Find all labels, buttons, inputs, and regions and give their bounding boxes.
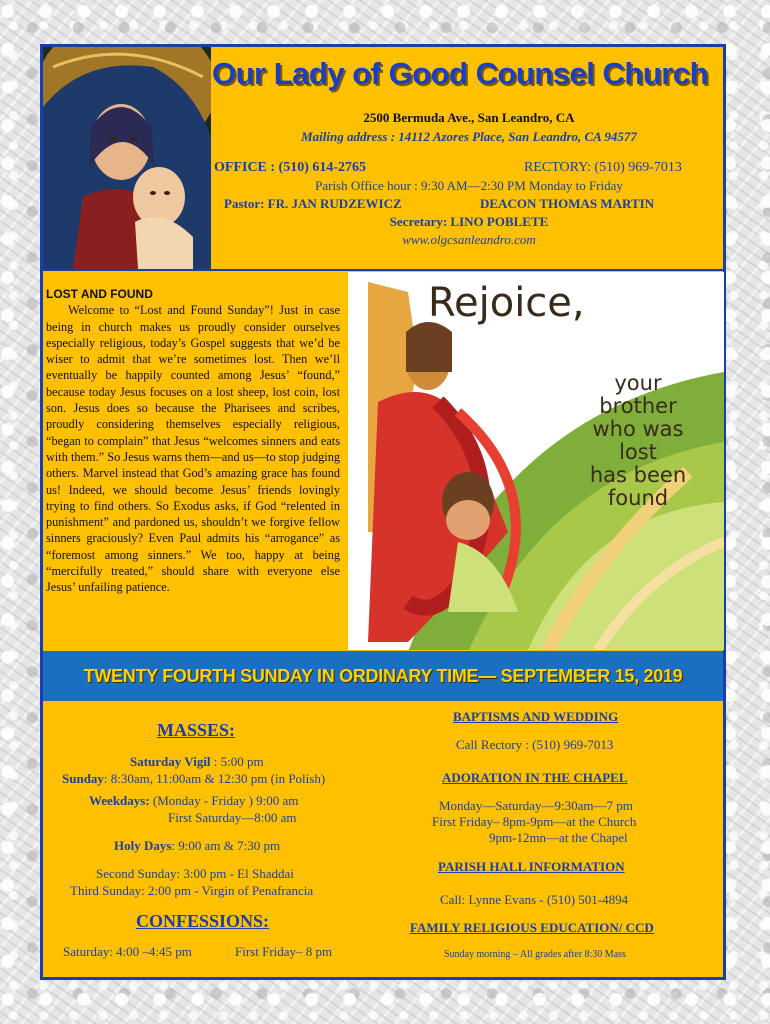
article-heading: LOST AND FOUND [46, 287, 153, 301]
parish-hall-heading: PARISH HALL INFORMATION [438, 859, 625, 874]
religious-education-heading: FAMILY RELIGIOUS EDUCATION/ CCD [410, 920, 654, 935]
adoration-heading: ADORATION IN THE CHAPEL [442, 770, 628, 785]
sunday-line [62, 771, 325, 787]
holy-time: : 9:00 am & 7:30 pm [171, 838, 281, 853]
verse-line: found [607, 486, 669, 510]
mailing-address: Mailing address : 14112 Azores Place, San Leandro, CA 94577 [301, 129, 637, 144]
vigil-line [130, 754, 264, 770]
verse-line: lost [619, 440, 657, 464]
website-link[interactable]: www.olgcsanleandro.com [402, 232, 536, 247]
verse-line: brother [599, 394, 677, 418]
banner-text: TWENTY FOURTH SUNDAY IN ORDINARY TIME— SEPTEMBER 15, 2019 [83, 665, 683, 686]
third-sunday: Third Sunday: 2:00 pm - Virgin of Penafrancia [70, 883, 314, 898]
holy-label: Holy Days [114, 838, 172, 853]
sunday-label: Sunday [62, 771, 104, 786]
second-sunday: Second Sunday: 3:00 pm - El Shaddai [96, 866, 294, 881]
baptisms-contact: Call Rectory : (510) 969-7013 [456, 737, 614, 752]
rejoice-illustration [348, 272, 724, 650]
adoration-first-friday: First Friday– 8pm-9pm—at the Church [432, 814, 637, 829]
confession-saturday: Saturday: 4:00 –4:45 pm [63, 944, 192, 959]
first-saturday: First Saturday—8:00 am [168, 810, 297, 825]
parish-hall-contact: Call: Lynne Evans - (510) 501-4894 [440, 892, 629, 907]
office-hours: Parish Office hour : 9:30 AM—2:30 PM Monday to Friday [315, 178, 623, 193]
vigil-label: Saturday Vigil [130, 754, 211, 769]
deacon-name: DEACON THOMAS MARTIN [480, 196, 655, 211]
madonna-and-child-image [43, 47, 211, 269]
adoration-weekdays: Monday—Saturday—9:30am—7 pm [439, 798, 633, 813]
weekdays-line [89, 793, 298, 809]
verse-line: has been [589, 463, 687, 487]
religious-education-info: Sunday morning – All grades after 8:30 Mass [444, 949, 626, 960]
article-body: Welcome to “Lost and Found Sunday”! Just in case being in church makes us proudly consider ourselves especially religious, today’s Gospel suggests that we’d be wiser to admit that we’re sometimes lost. Then we’ll eventually be happily counted among Jesus’ “found,” because today Jesus focuses on a lost sheep, lost coin, lost son. Jesus does so because the Pharisees and scribes, proudly considering themselves especially religious, “began to complain” that Jesus “welcomes sinners and eats with them.” So Jesus warns them—and us—to stop judging others. Marvel instead that God’s amazing grace has found us! Indeed, we should become Jesus’ friends lovingly trying to find others. So Exodus asks, if God “relented in punishment” and pardoned us, shouldn’t we forgive fellow sinners graciously? Even Paul admits his “arrogance” as “foremost among sinners.” We too, happy at being “mercifully treated,” should share with everyone else Jesus’ unfailing patience. [46, 303, 340, 595]
liturgical-date-banner [43, 651, 723, 701]
rejoice-verse [548, 372, 724, 510]
vigil-time: : 5:00 pm [210, 754, 264, 769]
verse-line: your [614, 371, 662, 395]
baptisms-heading: BAPTISMS AND WEDDING [453, 709, 619, 724]
confessions-heading: CONFESSIONS: [136, 911, 270, 931]
pastor-name: Pastor: FR. JAN RUDZEWICZ [224, 196, 402, 211]
church-address: 2500 Bermuda Ave., San Leandro, CA [363, 110, 575, 125]
weekdays-label: Weekdays: [89, 793, 150, 808]
holy-days-line [114, 838, 280, 854]
secretary-name: Secretary: LINO POBLETE [389, 214, 549, 229]
sunday-time: : 8:30am, 11:00am & 12:30 pm (in Polish) [103, 771, 326, 786]
rejoice-headline: Rejoice, [428, 280, 585, 326]
lost-and-found-article [46, 286, 340, 596]
adoration-chapel: 9pm-12mn—at the Chapel [489, 830, 628, 845]
rectory-phone: RECTORY: (510) 969-7013 [524, 160, 682, 175]
masses-heading: MASSES: [157, 720, 236, 740]
weekdays-time: (Monday - Friday ) 9:00 am [149, 793, 299, 808]
church-title: Our Lady of Good Counsel Church [212, 56, 708, 91]
office-phone: OFFICE : (510) 614-2765 [214, 160, 367, 175]
verse-line: who was [592, 417, 684, 441]
confession-first-friday: First Friday– 8 pm [235, 944, 333, 959]
